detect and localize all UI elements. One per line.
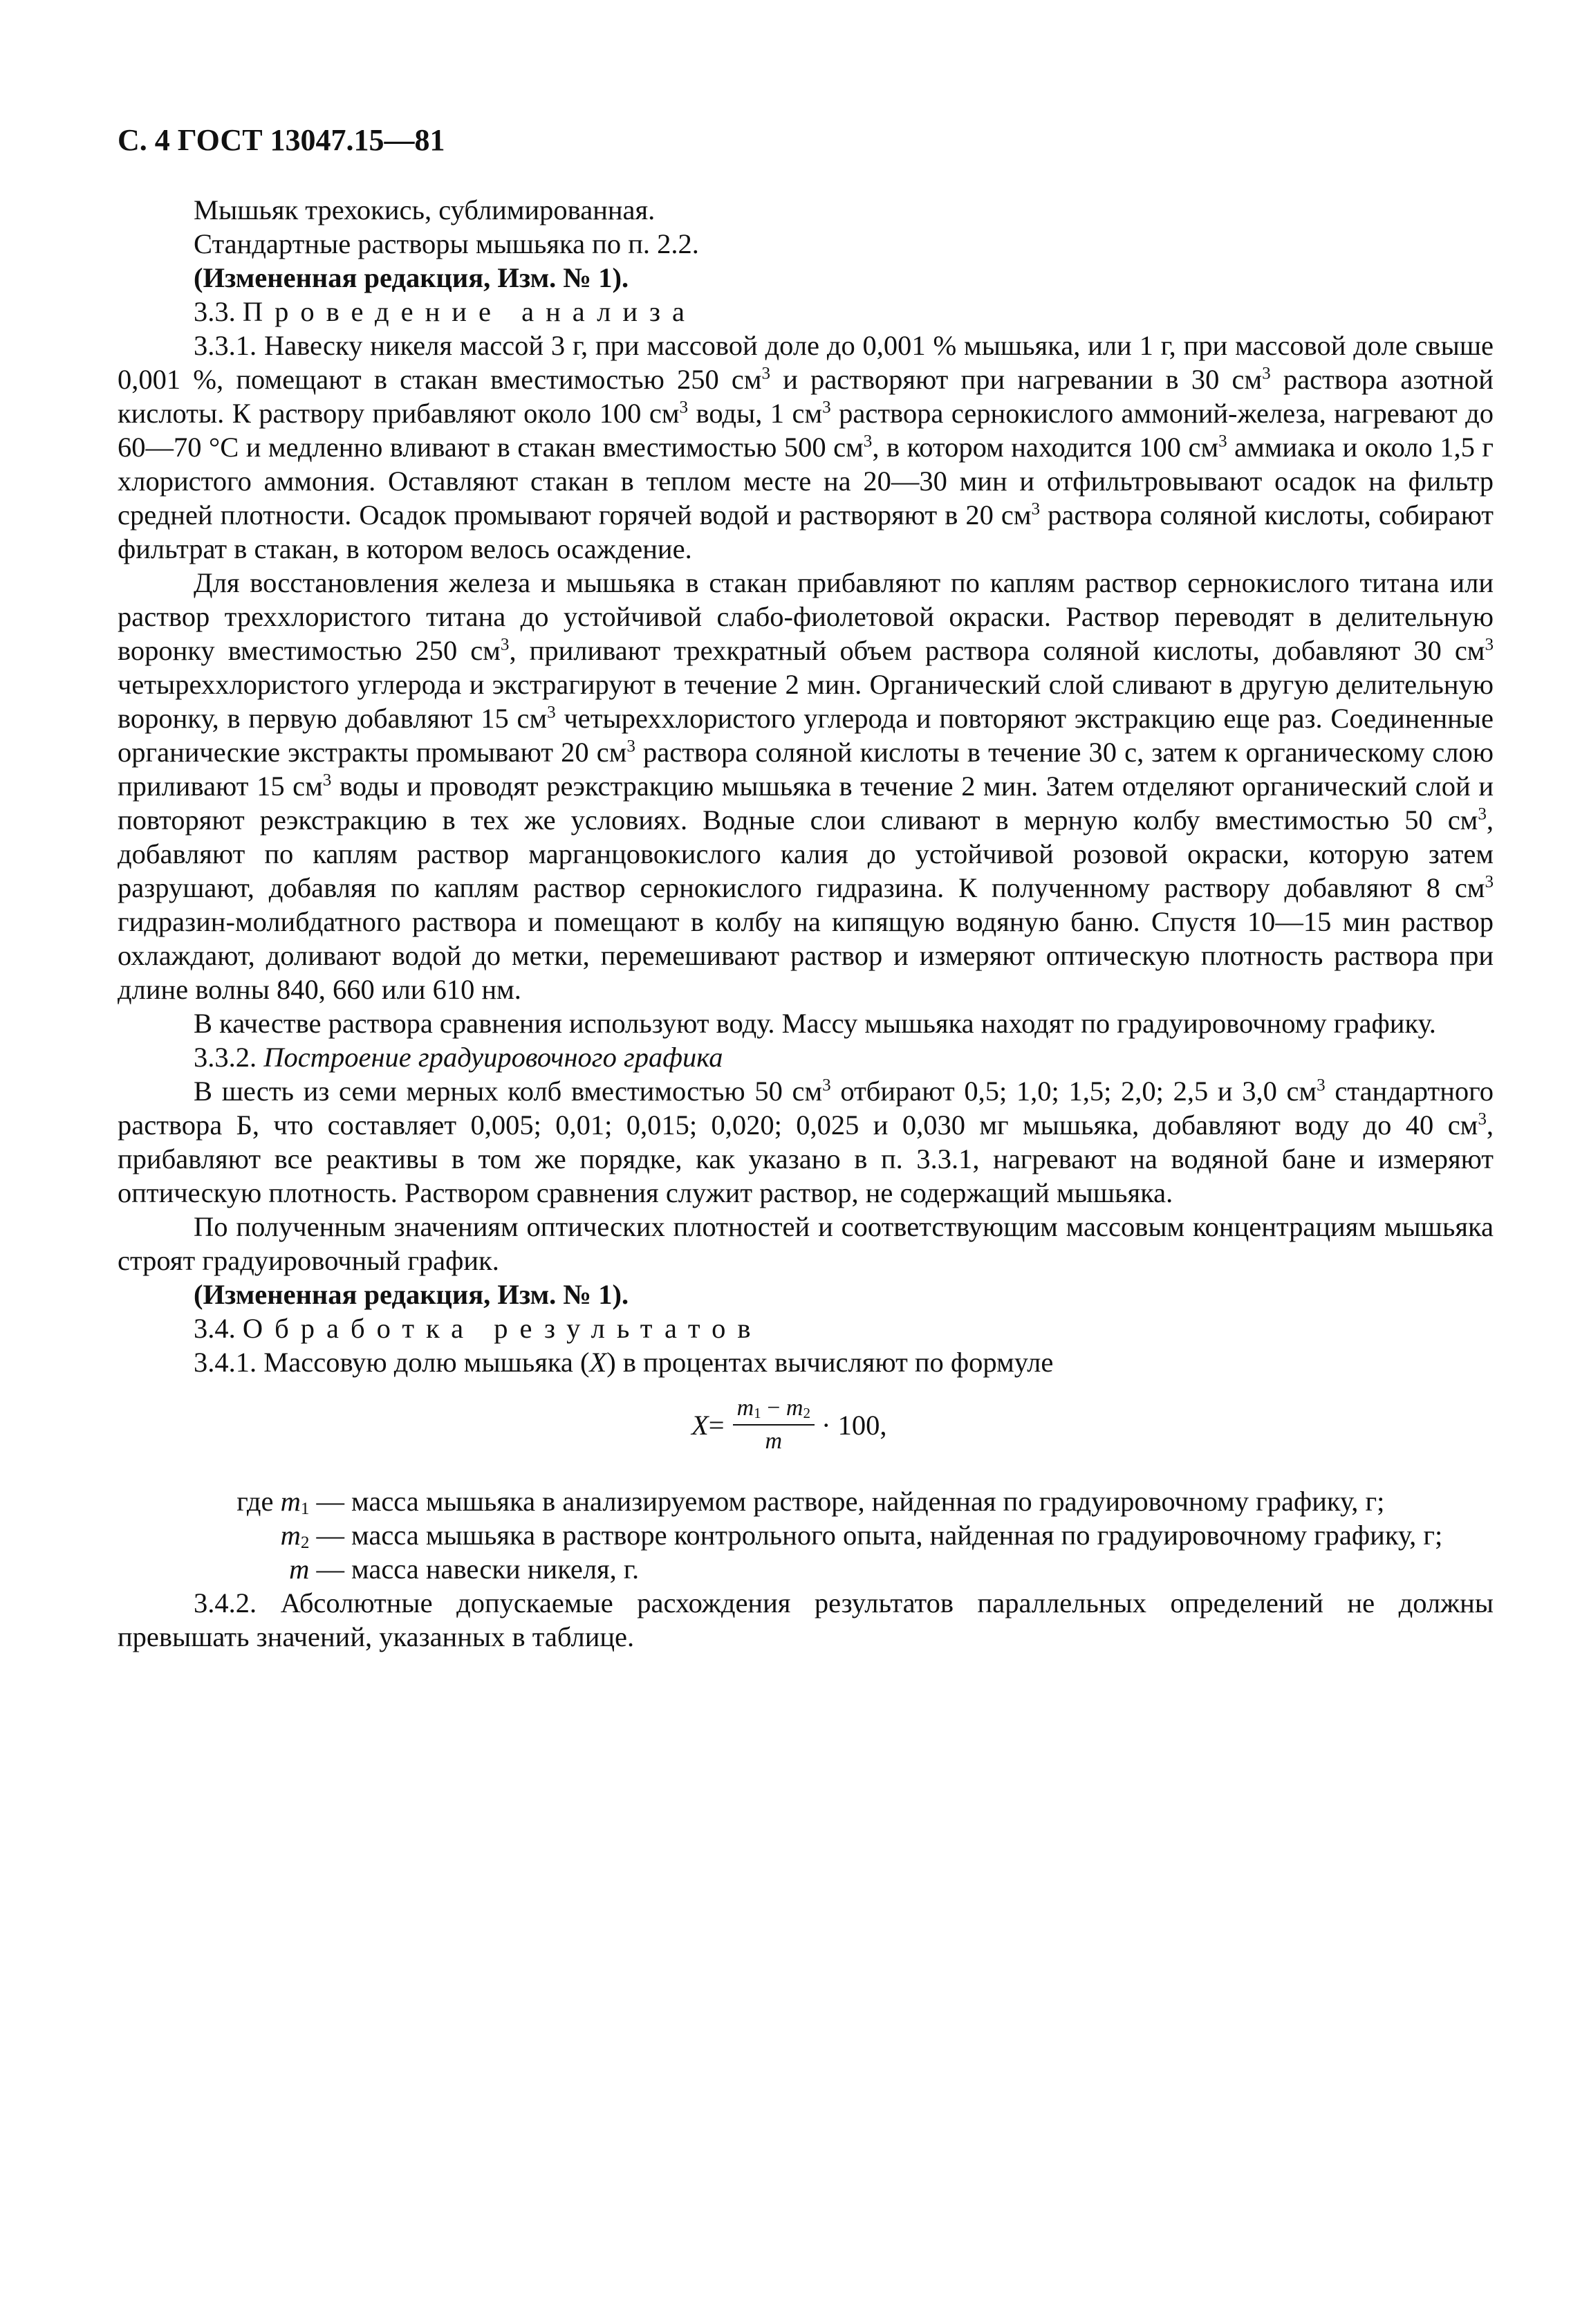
formula bbox=[691, 1394, 887, 1455]
formula-block bbox=[118, 1392, 1494, 1473]
document-page bbox=[118, 121, 1494, 1654]
section-title: Обработка результатов bbox=[242, 1313, 763, 1344]
paragraph-3-4-2: 3.4.2. Абсолютные допускаемые расхождения результатов параллельных определений не должны превышать значений, указанных в таблице. bbox=[118, 1587, 1494, 1652]
paragraph-3-3-2: В шесть из семи мерных колб вместимостью 50 $см^3$ отбирают 0,5; 1,0; 1,5; 2,0; 2,5 и 3,0 $см^3$ стандартного раствора Б, что составляет 0,005; 0,01; 0,015; 0,020; 0,025 и 0,030 мг мышьяка, добавляют воду до 40 $см^3$, прибавляют все реактивы в том же порядке, как указано в п. 3.3.1, нагревают на водяной бане и измеряют оптическую плотность. Раствором сравнения служит раствор, не содержащий мышьяка. bbox=[118, 1076, 1494, 1208]
formula-tail: · 100, bbox=[821, 1409, 887, 1441]
section-number: 3.3.2. bbox=[194, 1042, 257, 1073]
section-number: 3.4. bbox=[194, 1313, 236, 1344]
section-title: Проведение анализа bbox=[242, 296, 697, 327]
page-header: С. 4 ГОСТ 13047.15—81 bbox=[118, 123, 445, 157]
paragraph-reduction: Для восстановления железа и мышьяка в стакан прибавляют по каплям раствор сернокислого титана или раствор треххлористого титана до устойчивой слабо-фиолетовой окраски. Раствор переводят в делительную воронку вместимостью 250 $см^3$, приливают трехкратный объем раствора соляной кислоты, добавляют 30 $см^3$ четыреххлористого углерода и экстрагируют в течение 2 мин. Органический слой сливают в другую делительную воронку, в первую добавляют 15 $см^3$ четыреххлористого углерода и повторяют экстракцию еще раз. Соединенные органические экстракты промывают 20 $см^3$ раствора соляной кислоты в течение 30 с, затем к органическому слою приливают 15 $см^3$ воды и проводят реэкстракцию мышьяка в течение 2 мин. Затем отделяют органический слой и повторяют реэкстракцию в тех же условиях. Водные слои сливают в мерную колбу вместимостью 50 $см^3$, добавляют по каплям раствор марганцовокислого калия до устойчивой розовой окраски, которую затем разрушают, добавляя по каплям раствор сернокислого гидразина. К полученному раствору добавляют 8 $см^3$ гидразин-молибдатного раствора и помещают в колбу на кипящую водяную баню. Спустя 10—15 мин раствор охлаждают, доливают водой до метки, перемешивают раствор и измеряют оптическую плотность раствора при длине волны 840, 660 или 610 нм. bbox=[118, 567, 1494, 1005]
formula-fraction bbox=[733, 1394, 815, 1455]
section-3-3-heading bbox=[118, 295, 1494, 329]
reagent-line-arsenic-trioxide: Мышьяк трехокись, сублимированная. bbox=[194, 194, 656, 225]
section-3-3-2-heading bbox=[118, 1040, 1494, 1074]
formula-lhs: X bbox=[691, 1409, 709, 1441]
revision-note: (Измененная редакция, Изм. № 1). bbox=[194, 262, 629, 293]
definition-m: m — масса навески никеля, г. bbox=[289, 1553, 640, 1585]
definition-m1: где $m_1$ — масса мышьяка в анализируемом растворе, найденная по градуировочному графику, г; bbox=[236, 1486, 1385, 1519]
definition-m2: $m_2$ — масса мышьяка в растворе контрольного опыта, найденная по градуировочному графику, г; bbox=[280, 1520, 1443, 1553]
section-3-4-heading bbox=[118, 1311, 1494, 1345]
paragraph-3-4-1: 3.4.1. Массовую долю мышьяка (X) в процентах вычисляют по формуле bbox=[194, 1347, 1054, 1378]
paragraph-calibration-graph: По полученным значениям оптических плотностей и соответствующим массовым концентрациям мышьяка строят градуировочный график. bbox=[118, 1211, 1494, 1276]
section-number: 3.3. bbox=[194, 296, 236, 327]
variable-definitions bbox=[194, 1484, 1494, 1586]
paragraph-reference-solution: В качестве раствора сравнения используют воду. Массу мышьяка находят по градуировочному графику. bbox=[194, 1008, 1436, 1039]
formula-equals: = bbox=[708, 1409, 725, 1441]
revision-note: (Измененная редакция, Изм. № 1). bbox=[194, 1279, 629, 1310]
formula-numerator: $m_1 - m_2$ bbox=[733, 1394, 815, 1426]
formula-denominator: m bbox=[765, 1428, 783, 1454]
section-title: Построение градуировочного графика bbox=[263, 1042, 723, 1073]
paragraph-3-3-1: 3.3.1. Навеску никеля массой 3 г, при массовой доле до 0,001 % мышьяка, или 1 г, при массовой доле свыше 0,001 %, помещают в стакан вместимостью 250 $см^3$ и растворяют при нагревании в 30 $см^3$ раствора азотной кислоты. К раствору прибавляют около 100 $см^3$ воды, 1 $см^3$ раствора сернокислого аммоний-железа, нагревают до 60—70 °С и медленно вливают в стакан вместимостью 500 $см^3$, в котором находится 100 $см^3$ аммиака и около 1,5 г хлористого аммония. Оставляют стакан в теплом месте на 20—30 мин и отфильтровывают осадок на фильтр средней плотности. Осадок промывают горячей водой и растворяют в 20 $см^3$ раствора соляной кислоты, собирают фильтрат в стакан, в котором велось осаждение. bbox=[118, 330, 1494, 564]
reagent-line-standard-solutions: Стандартные растворы мышьяка по п. 2.2. bbox=[194, 228, 699, 259]
